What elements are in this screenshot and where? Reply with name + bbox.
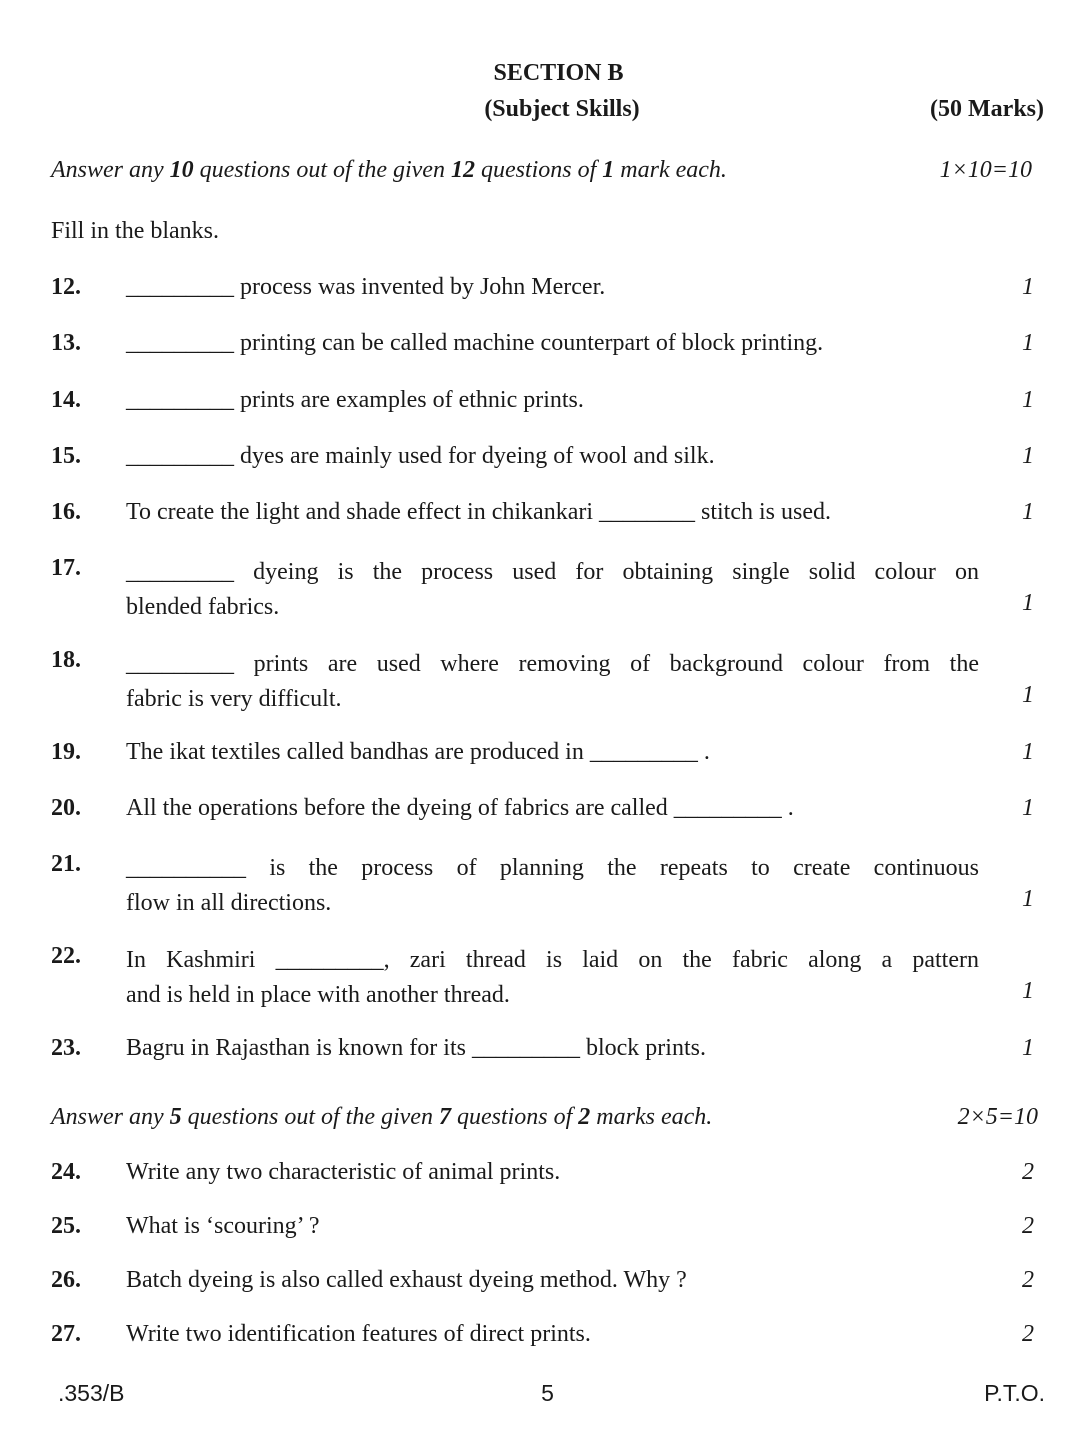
question-number: 16.: [51, 499, 81, 525]
fill-in-instruction: Fill in the blanks.: [51, 218, 219, 244]
question-number: 19.: [51, 739, 81, 765]
question-number: 25.: [51, 1213, 81, 1239]
question-number: 15.: [51, 443, 81, 469]
question-text: All the operations before the dyeing of fabrics are called _________ .: [126, 795, 794, 821]
question-mark: 1: [1022, 274, 1034, 300]
question-text: Write two identification features of direct prints.: [126, 1321, 591, 1347]
paper-code: .353/B: [58, 1380, 125, 1406]
instruction-part1: Answer any 10 questions out of the given 12 questions of 1 mark each.: [51, 157, 727, 183]
section-title: SECTION B: [493, 60, 624, 86]
question-text: _________ prints are examples of ethnic prints.: [126, 387, 584, 413]
page-number: 5: [541, 1380, 554, 1406]
question-text: In Kashmiri _________, zari thread is laid on the fabric along a pattern and is held in place with another thread.: [126, 947, 979, 1008]
question-mark: 1: [1022, 739, 1034, 765]
question-number: 26.: [51, 1267, 81, 1293]
pto-label: P.T.O.: [984, 1380, 1045, 1406]
question-number: 22.: [51, 943, 81, 969]
question-number: 13.: [51, 330, 81, 356]
question-text: Batch dyeing is also called exhaust dyeing method. Why ?: [126, 1267, 687, 1293]
question-text: Write any two characteristic of animal prints.: [126, 1159, 561, 1185]
question-mark: 1: [1022, 795, 1034, 821]
question-text: _________ printing can be called machine counterpart of block printing.: [126, 330, 824, 356]
marks-scheme-part1: 1×10=10: [939, 157, 1032, 183]
instruction-part2: Answer any 5 questions out of the given 7 questions of 2 marks each.: [51, 1104, 713, 1130]
question-mark: 1: [1022, 499, 1034, 525]
question-mark: 1: [1022, 330, 1034, 356]
section-marks: (50 Marks): [930, 96, 1044, 122]
question-text: _________ process was invented by John Mercer.: [126, 274, 606, 300]
question-number: 20.: [51, 795, 81, 821]
question-mark: 2: [1022, 1213, 1034, 1239]
question-number: 23.: [51, 1035, 81, 1061]
question-mark: 2: [1022, 1159, 1034, 1185]
question-number: 14.: [51, 387, 81, 413]
question-mark: 1: [1022, 682, 1034, 708]
question-text: What is ‘scouring’ ?: [126, 1213, 320, 1239]
question-text: _________ dyeing is the process used for obtaining single solid colour on blended fabrics.: [126, 559, 979, 620]
question-mark: 2: [1022, 1267, 1034, 1293]
question-text: The ikat textiles called bandhas are produced in _________ .: [126, 739, 710, 765]
question-mark: 1: [1022, 443, 1034, 469]
marks-scheme-part2: 2×5=10: [957, 1104, 1038, 1130]
question-number: 18.: [51, 647, 81, 673]
question-number: 21.: [51, 851, 81, 877]
question-number: 17.: [51, 555, 81, 581]
question-mark: 1: [1022, 978, 1034, 1004]
question-mark: 1: [1022, 590, 1034, 616]
question-number: 27.: [51, 1321, 81, 1347]
question-mark: 1: [1022, 886, 1034, 912]
question-text: _________ prints are used where removing of background colour from the fabric is very difficult.: [126, 651, 979, 712]
question-number: 24.: [51, 1159, 81, 1185]
question-text: To create the light and shade effect in chikankari ________ stitch is used.: [126, 499, 831, 525]
question-text: __________ is the process of planning the repeats to create continuous flow in all directions.: [126, 855, 979, 916]
question-number: 12.: [51, 274, 81, 300]
question-mark: 2: [1022, 1321, 1034, 1347]
question-text: _________ dyes are mainly used for dyeing of wool and silk.: [126, 443, 715, 469]
question-mark: 1: [1022, 1035, 1034, 1061]
question-mark: 1: [1022, 387, 1034, 413]
question-text: Bagru in Rajasthan is known for its _________ block prints.: [126, 1035, 706, 1061]
section-subtitle: (Subject Skills): [484, 96, 640, 122]
